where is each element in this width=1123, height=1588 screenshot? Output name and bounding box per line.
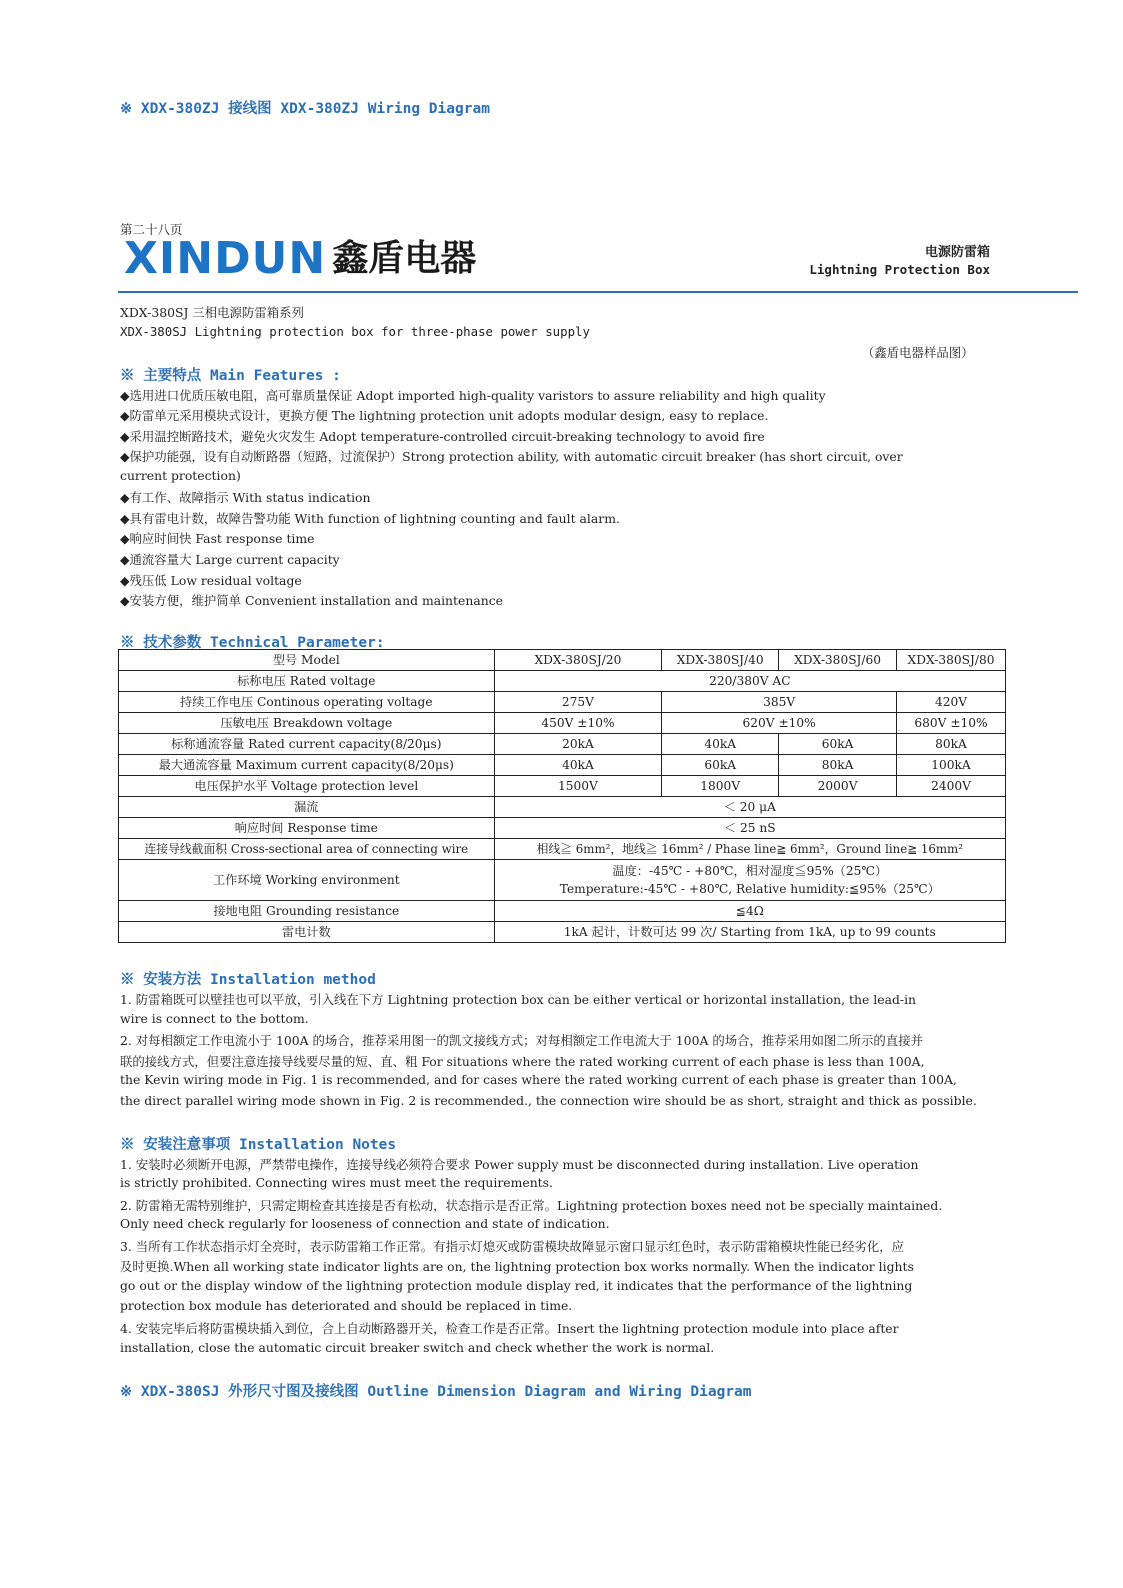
- table-row: [119, 901, 1006, 922]
- table-cell: 漏流: [119, 797, 495, 818]
- table-row: [119, 713, 1006, 734]
- table-cell: 1kA 起计，计数可达 99 次/ Starting from 1kA, up to 99 counts: [494, 922, 1005, 943]
- feature-line: ◆响应时间快 Fast response time: [120, 531, 315, 546]
- note-line: Only need check regularly for looseness of connection and state of indication.: [120, 1216, 610, 1231]
- table-cell: 1800V: [662, 776, 779, 797]
- features-title: ※ 主要特点 Main Features :: [120, 368, 341, 384]
- tech-params-title: ※ 技术参数 Technical Parameter:: [120, 635, 385, 651]
- table-cell: 压敏电压 Breakdown voltage: [119, 713, 495, 734]
- env-line-cn: 温度：-45℃ - +80℃，相对湿度≦95%（25℃）: [612, 864, 888, 878]
- install-line: the Kevin wiring mode in Fig. 1 is recommended, and for cases where the rated working current of each phase is greater than 100A,: [120, 1072, 957, 1087]
- note-line: 1. 安装时必须断开电源，严禁带电操作，连接导线必须符合要求 Power supply must be disconnected during installation. Live operation: [120, 1157, 919, 1172]
- table-cell: 2000V: [779, 776, 897, 797]
- table-cell: [494, 860, 1005, 901]
- feature-line: ◆具有雷电计数，故障告警功能 With function of lightning counting and fault alarm.: [120, 511, 620, 526]
- table-cell: 450V ±10%: [494, 713, 662, 734]
- table-cell: ＜ 25 nS: [494, 818, 1005, 839]
- table-row: [119, 818, 1006, 839]
- table-row: [119, 797, 1006, 818]
- install-line: the direct parallel wiring mode shown in Fig. 2 is recommended., the connection wire should be as short, straight and thick as possible.: [120, 1093, 977, 1108]
- feature-line: ◆采用温控断路技术，避免火灾发生 Adopt temperature-controlled circuit-breaking technology to avoid fire: [120, 429, 765, 444]
- note-line: protection box module has deteriorated and should be replaced in time.: [120, 1298, 573, 1313]
- table-cell: 2400V: [897, 776, 1006, 797]
- note-line: 2. 防雷箱无需特别维护，只需定期检查其连接是否有松动，状态指示是否正常。Lightning protection boxes need not be specially maintained.: [120, 1198, 943, 1213]
- table-cell: 620V ±10%: [662, 713, 897, 734]
- table-cell: 电压保护水平 Voltage protection level: [119, 776, 495, 797]
- install-line: 1. 防雷箱既可以壁挂也可以平放，引入线在下方 Lightning protection box can be either vertical or horizontal installation, the lead-in: [120, 992, 917, 1007]
- table-cell: 相线≧ 6mm²，地线≧ 16mm² / Phase line≧ 6mm²，Ground line≧ 16mm²: [494, 839, 1005, 860]
- table-cell: 60kA: [779, 734, 897, 755]
- feature-line: ◆有工作、故障指示 With status indication: [120, 490, 371, 505]
- table-cell: 680V ±10%: [897, 713, 1006, 734]
- table-cell: 40kA: [494, 755, 662, 776]
- feature-line: ◆安装方便，维护简单 Convenient installation and maintenance: [120, 593, 503, 608]
- table-cell: 80kA: [897, 734, 1006, 755]
- feature-line: ◆保护功能强，设有自动断路器（短路，过流保护）Strong protection ability, with automatic circuit breaker (has short circuit, over: [120, 449, 903, 464]
- table-cell: ≦4Ω: [494, 901, 1005, 922]
- table-cell: 工作环境 Working environment: [119, 860, 495, 901]
- table-cell: 持续工作电压 Continous operating voltage: [119, 692, 495, 713]
- table-cell: 100kA: [897, 755, 1006, 776]
- table-cell: 275V: [494, 692, 662, 713]
- table-row: [119, 860, 1006, 901]
- table-row: [119, 755, 1006, 776]
- table-cell: 标称通流容量 Rated current capacity(8/20μs): [119, 734, 495, 755]
- feature-line: ◆防雷单元采用模块式设计，更换方便 The lightning protection unit adopts modular design, easy to replace.: [120, 408, 769, 423]
- table-cell: XDX-380SJ/40: [662, 650, 779, 671]
- note-line: installation, close the automatic circuit breaker switch and check whether the work is normal.: [120, 1340, 715, 1355]
- env-line-en: Temperature:-45℃ - +80℃, Relative humidity:≦95%（25℃）: [559, 882, 940, 896]
- note-line: 及时更换.When all working state indicator lights are on, the lightning protection box works normally. When the indicator lights: [120, 1259, 914, 1274]
- table-cell: 型号 Model: [119, 650, 495, 671]
- note-line: 4. 安装完毕后将防雷模块插入到位，合上自动断路器开关，检查工作是否正常。Insert the lightning protection module into place after: [120, 1321, 899, 1336]
- feature-line: ◆选用进口优质压敏电阻，高可靠质量保证 Adopt imported high-quality varistors to assure reliability and high quality: [120, 388, 826, 403]
- table-cell: 雷电计数: [119, 922, 495, 943]
- install-line: 联的接线方式，但要注意连接导线要尽量的短、直、粗 For situations where the rated working current of each phase is less than 100A,: [120, 1054, 925, 1069]
- table-cell: 最大通流容量 Maximum current capacity(8/20μs): [119, 755, 495, 776]
- logo-latin-text: XINDUN: [124, 233, 327, 284]
- table-row: [119, 692, 1006, 713]
- table-cell: 420V: [897, 692, 1006, 713]
- header-divider: [118, 291, 1078, 293]
- feature-line: ◆通流容量大 Large current capacity: [120, 552, 340, 567]
- table-cell: ＜ 20 μA: [494, 797, 1005, 818]
- table-row: [119, 839, 1006, 860]
- feature-line: current protection): [120, 468, 241, 483]
- note-line: 3. 当所有工作状态指示灯全亮时，表示防雷箱工作正常。有指示灯熄灭或防雷模块故障显示窗口显示红色时，表示防雷箱模块性能已经劣化，应: [120, 1239, 904, 1254]
- install-method-title: ※ 安装方法 Installation method: [120, 972, 376, 988]
- logo-chinese-text: 鑫盾电器: [332, 238, 477, 279]
- table-cell: 80kA: [779, 755, 897, 776]
- install-line: wire is connect to the bottom.: [120, 1011, 309, 1026]
- brand-logo: [124, 233, 477, 284]
- feature-line: ◆残压低 Low residual voltage: [120, 573, 302, 588]
- page-label: 第二十八页: [120, 222, 183, 237]
- table-cell: 标称电压 Rated voltage: [119, 671, 495, 692]
- table-cell: 响应时间 Response time: [119, 818, 495, 839]
- table-cell: XDX-380SJ/80: [897, 650, 1006, 671]
- outline-diagram-title: ※ XDX-380SJ 外形尺寸图及接线图 Outline Dimension Diagram and Wiring Diagram: [120, 1384, 752, 1400]
- table-row: [119, 650, 1006, 671]
- table-cell: 接地电阻 Grounding resistance: [119, 901, 495, 922]
- header-product-cn: 电源防雷箱: [924, 245, 990, 260]
- table-row: [119, 776, 1006, 797]
- note-line: is strictly prohibited. Connecting wires must meet the requirements.: [120, 1175, 553, 1190]
- table-cell: 40kA: [662, 734, 779, 755]
- series-title-en: XDX-380SJ Lightning protection box for three-phase power supply: [120, 324, 590, 339]
- wiring-diagram-title: ※ XDX-380ZJ 接线图 XDX-380ZJ Wiring Diagram: [120, 101, 490, 117]
- table-cell: 连接导线截面积 Cross-sectional area of connecting wire: [119, 839, 495, 860]
- header-product-en: Lightning Protection Box: [809, 262, 990, 277]
- series-title-cn: XDX-380SJ 三相电源防雷箱系列: [120, 305, 304, 320]
- table-cell: 385V: [662, 692, 897, 713]
- table-row: [119, 922, 1006, 943]
- note-line: go out or the display window of the lightning protection module display red, it indicates that the performance of the lightning: [120, 1278, 913, 1293]
- install-line: 2. 对每相额定工作电流小于 100A 的场合，推荐采用图一的凯文接线方式；对每相额定工作电流大于 100A 的场合，推荐采用如图二所示的直接并: [120, 1033, 923, 1048]
- table-cell: 60kA: [662, 755, 779, 776]
- table-row: [119, 734, 1006, 755]
- table-cell: 1500V: [494, 776, 662, 797]
- table-cell: XDX-380SJ/20: [494, 650, 662, 671]
- table-row: [119, 671, 1006, 692]
- install-notes-title: ※ 安装注意事项 Installation Notes: [120, 1137, 397, 1153]
- table-cell: 20kA: [494, 734, 662, 755]
- table-cell: 220/380V AC: [494, 671, 1005, 692]
- sample-photo-note: （鑫盾电器样品图）: [862, 345, 974, 360]
- table-cell: XDX-380SJ/60: [779, 650, 897, 671]
- tech-params-table: [118, 649, 1006, 943]
